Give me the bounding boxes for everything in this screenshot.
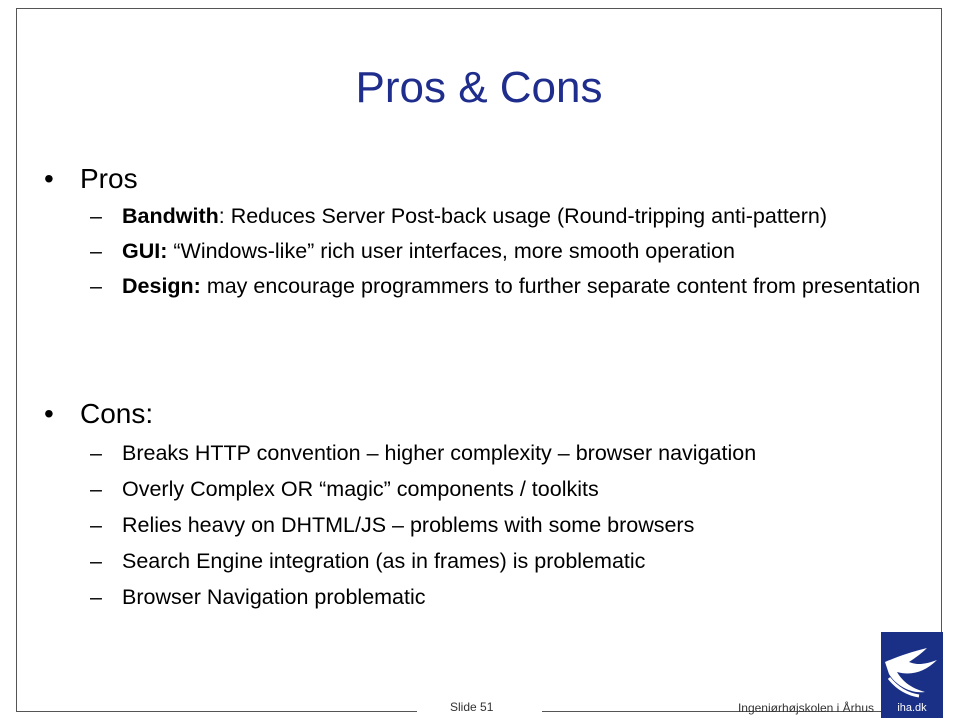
slide-title: Pros & Cons [355, 63, 603, 112]
cons-item [44, 477, 924, 502]
pros-item-text: “Windows-like” rich user interfaces, more smooth operation [167, 239, 735, 263]
cons-item [44, 585, 924, 610]
dash-icon: – [90, 204, 102, 228]
dash-icon: – [90, 549, 102, 573]
pros-item-label: Design: [122, 274, 201, 298]
logo-text: iha.dk [897, 702, 927, 714]
cons-heading-row [44, 397, 924, 431]
cons-item [44, 549, 924, 574]
cons-item-text: Browser Navigation problematic [122, 585, 426, 609]
footer-organization: Ingeniørhøjskolen i Århus [737, 701, 874, 715]
pros-item-text: may encourage programmers to further separate content from presentation [200, 274, 921, 298]
pros-heading-row [44, 162, 924, 196]
cons-item-text: Breaks HTTP convention – higher complexity – browser navigation [122, 441, 757, 465]
pros-section [44, 162, 924, 299]
bullet-icon: • [44, 398, 54, 429]
dash-icon: – [90, 274, 102, 298]
pros-item-text: : Reduces Server Post-back usage (Round-tripping anti-pattern) [218, 204, 828, 228]
pros-item-label: Bandwith [122, 204, 219, 228]
pros-item-design [44, 274, 924, 299]
dash-icon: – [90, 441, 102, 465]
cons-heading: Cons: [80, 398, 154, 429]
cons-item [44, 513, 924, 538]
bullet-icon: • [44, 163, 54, 194]
pros-item-bandwidth [44, 204, 924, 229]
cons-list [44, 441, 924, 610]
pros-heading: Pros [80, 163, 138, 194]
pros-item-gui [44, 239, 924, 264]
cons-item-text: Overly Complex OR “magic” components / toolkits [122, 477, 599, 501]
cons-item-text: Search Engine integration (as in frames) is problematic [122, 549, 646, 573]
pros-list [44, 204, 924, 299]
cons-item-text: Relies heavy on DHTML/JS – problems with some browsers [122, 513, 695, 537]
dash-icon: – [90, 585, 102, 609]
dash-icon: – [90, 239, 102, 263]
slide-number: Slide 51 [450, 700, 494, 714]
iha-logo [881, 632, 943, 718]
dash-icon: – [90, 477, 102, 501]
cons-item [44, 441, 924, 466]
dash-icon: – [90, 513, 102, 537]
cons-section [44, 397, 924, 610]
pros-item-label: GUI: [122, 239, 168, 263]
